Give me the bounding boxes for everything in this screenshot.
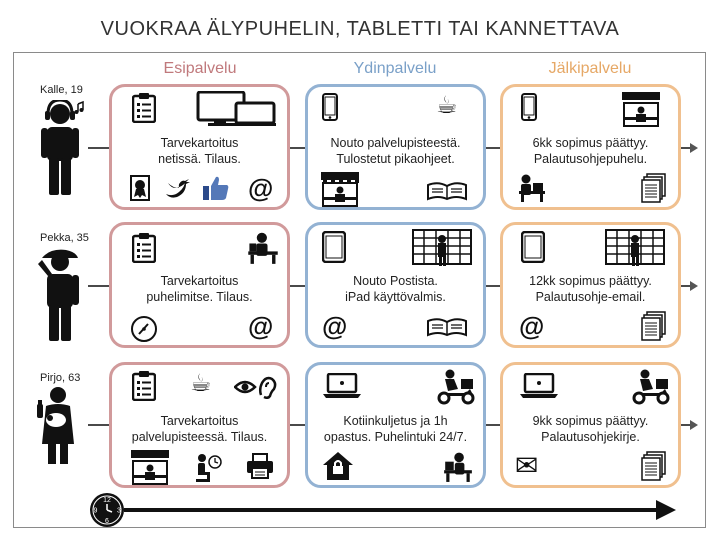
at-sign-icon: @ <box>322 311 348 341</box>
box-text: Kotiinkuljetus ja 1h opastus. Puhelintuki 24/7. <box>323 414 468 444</box>
person-label-pirjo: Pirjo, 63 <box>40 372 81 384</box>
box-esipalvelu-pekka <box>109 222 290 348</box>
person-at-desk-icon <box>246 231 280 265</box>
box-esipalvelu-pirjo <box>109 362 290 488</box>
column-header-jalkipalvelu: Jälkipalvelu <box>548 60 632 77</box>
clock-icon <box>88 491 126 529</box>
connector-line <box>88 285 109 287</box>
manual-booklet-icon <box>426 315 468 337</box>
box-text: Nouto palvelupisteestä. Tulostetut pikaohjeet. <box>330 136 461 166</box>
eye-and-ear-icon <box>234 375 278 399</box>
connector-line <box>486 424 501 426</box>
box-ydinpalvelu-pekka <box>305 222 486 348</box>
service-kiosk-icon <box>320 171 360 207</box>
connector-line <box>486 285 501 287</box>
award-ribbon-icon <box>130 175 150 201</box>
post-office-lockers-icon <box>605 229 665 267</box>
box-jalkipalvelu-pirjo <box>500 362 681 488</box>
printer-icon <box>246 453 274 479</box>
connector-line <box>88 424 109 426</box>
computer-monitors-icon <box>196 91 276 127</box>
box-text: 12kk sopimus päättyy. Palautusohje-email. <box>529 274 652 304</box>
twitter-bird-icon <box>164 177 192 199</box>
phone-dial-icon <box>130 315 158 343</box>
clipboard-checklist-icon <box>132 233 156 263</box>
at-sign-icon: @ <box>248 173 274 203</box>
at-sign-icon: @ <box>248 311 274 341</box>
column-header-ydinpalvelu: Ydinpalvelu <box>353 60 437 77</box>
clock-numeral-3: 3 <box>117 507 121 515</box>
person-label-kalle: Kalle, 19 <box>40 84 83 96</box>
box-text: Tarvekartoitus netissä. Tilaus. <box>158 136 241 166</box>
person-at-desk-icon <box>442 451 474 483</box>
service-kiosk-icon <box>130 449 170 485</box>
clipboard-checklist-icon <box>132 93 156 123</box>
manual-booklet-icon <box>426 179 468 201</box>
connector-line <box>290 285 306 287</box>
mother-with-baby-icon <box>34 386 86 466</box>
connector-line <box>290 424 306 426</box>
tablet-icon <box>521 231 545 263</box>
young-person-headphones-icon <box>38 100 88 196</box>
envelope-icon: ✉ <box>515 450 539 481</box>
coffee-cup-icon: ☕ <box>190 370 212 397</box>
box-esipalvelu-kalle <box>109 84 290 210</box>
connector-line <box>88 147 109 149</box>
clock-numeral-12: 12 <box>103 497 111 504</box>
box-jalkipalvelu-kalle <box>500 84 681 210</box>
box-jalkipalvelu-pekka <box>500 222 681 348</box>
clock-numeral-6: 6 <box>105 518 109 525</box>
smartphone-icon <box>322 93 338 121</box>
box-ydinpalvelu-kalle <box>305 84 486 210</box>
adult-person-cap-icon <box>36 246 88 342</box>
box-text: Tarvekartoitus palvelupisteessä. Tilaus. <box>131 414 268 444</box>
arrow-head-icon <box>690 143 698 153</box>
service-kiosk-icon <box>621 91 661 127</box>
home-lock-icon <box>322 451 354 481</box>
timeline-arrow-head-icon <box>656 500 676 520</box>
person-at-desk-icon <box>517 173 547 203</box>
document-stack-icon <box>641 173 667 203</box>
page-title: VUOKRAA ÄLYPUHELIN, TABLETTI TAI KANNETTAVA <box>100 18 620 40</box>
connector-line <box>486 147 501 149</box>
document-stack-icon <box>641 311 667 341</box>
arrow-head-icon <box>690 281 698 291</box>
waiting-person-clock-icon <box>194 453 222 483</box>
column-header-esipalvelu: Esipalvelu <box>163 60 237 77</box>
smartphone-icon <box>521 93 537 121</box>
document-stack-icon <box>641 451 667 481</box>
box-text: Tarvekartoitus puhelimitse. Tilaus. <box>146 274 253 304</box>
box-text: 6kk sopimus päättyy. Palautusohjepuhelu. <box>532 136 649 166</box>
delivery-scooter-icon <box>436 369 476 405</box>
thumbs-up-icon <box>202 175 230 201</box>
post-office-lockers-icon <box>412 229 472 267</box>
clipboard-checklist-icon <box>132 371 156 401</box>
laptop-icon <box>519 373 559 399</box>
box-text: Nouto Postista. iPad käyttövalmis. <box>345 274 446 304</box>
tablet-icon <box>322 231 346 263</box>
person-label-pekka: Pekka, 35 <box>40 232 89 244</box>
timeline-arrow-line <box>124 508 658 512</box>
connector-line <box>290 147 306 149</box>
coffee-cup-icon: ☕ <box>436 92 458 119</box>
arrow-head-icon <box>690 420 698 430</box>
box-ydinpalvelu-pirjo <box>305 362 486 488</box>
delivery-scooter-icon <box>631 369 671 405</box>
laptop-icon <box>322 373 362 399</box>
box-text: 9kk sopimus päättyy. Palautusohjekirje. <box>532 414 649 444</box>
clock-numeral-9: 9 <box>93 507 98 515</box>
at-sign-icon: @ <box>519 311 545 341</box>
